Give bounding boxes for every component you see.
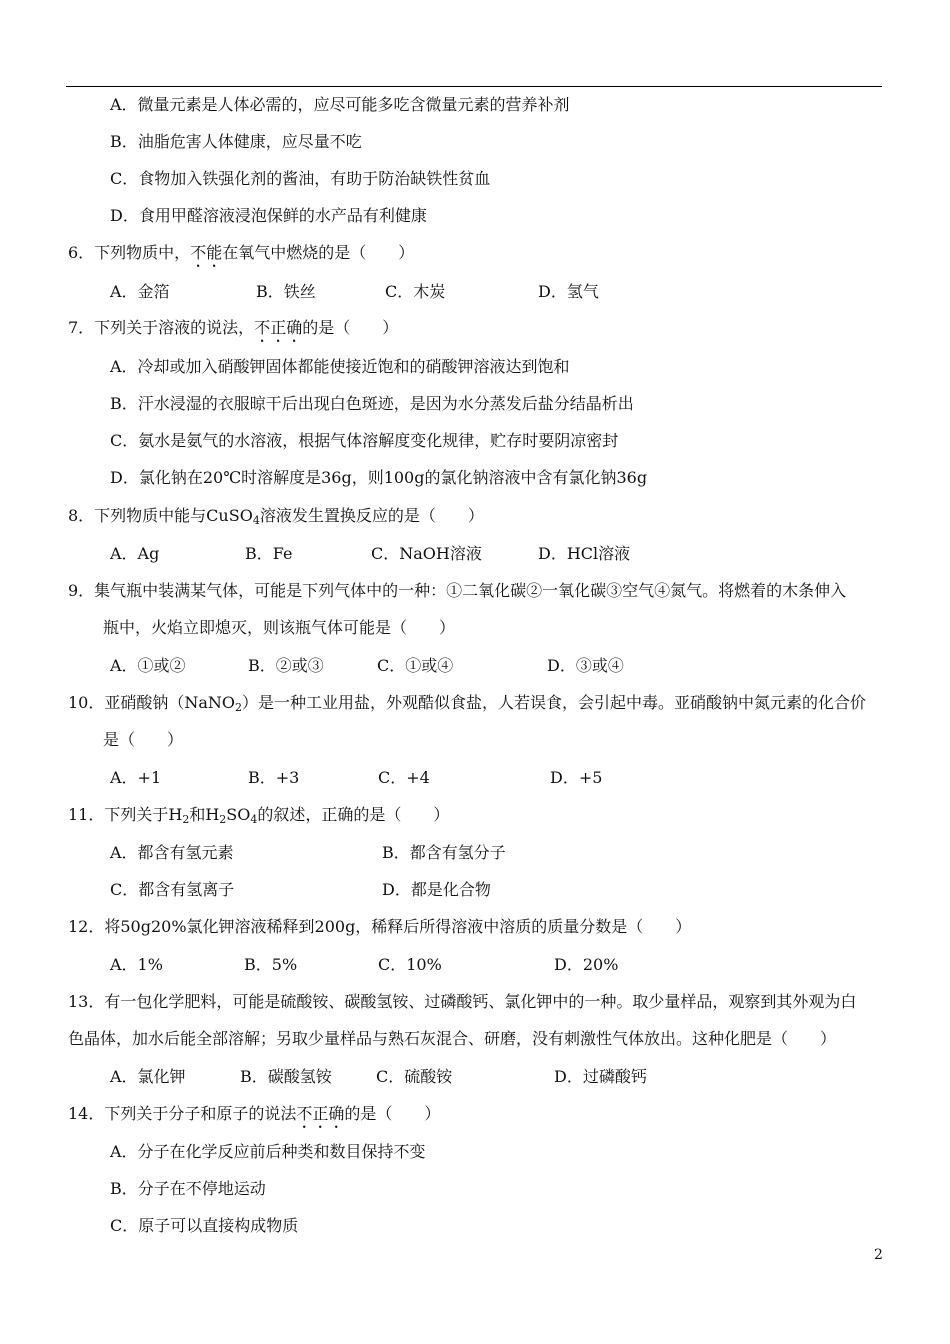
- q11-options-row2: [0, 879, 950, 901]
- q12-option-d: D．20%: [554, 955, 619, 974]
- q11-option-d: D．都是化合物: [382, 880, 491, 899]
- q10-stem-line2: 是（ ）: [103, 730, 184, 749]
- q14-option-a: A．分子在化学反应前后种类和数目保持不变: [110, 1142, 426, 1161]
- q13-option-b: B．碳酸氢铵: [240, 1067, 332, 1086]
- q10-option-a: A．+1: [110, 768, 162, 787]
- header-rule: [66, 86, 882, 87]
- q9-stem-line2: 瓶中，火焰立即熄灭，则该瓶气体可能是（ ）: [103, 618, 456, 637]
- q9-option-b: B．②或③: [248, 656, 324, 675]
- q14-option-b: B．分子在不停地运动: [110, 1179, 266, 1198]
- q5-option-a: A．微量元素是人体必需的，应尽可能多吃含微量元素的营养补剂: [110, 95, 570, 114]
- q11-options-row1: [0, 842, 950, 864]
- q8-option-c: C．NaOH溶液: [371, 544, 482, 563]
- q10-options: [0, 767, 950, 789]
- q11-option-b: B．都含有氢分子: [382, 843, 506, 862]
- q8-option-d: D．HCl溶液: [538, 544, 631, 563]
- q7-emphasis: 不正确: [254, 318, 303, 337]
- q5-option-c: C．食物加入铁强化剂的酱油，有助于防治缺铁性贫血: [110, 169, 491, 188]
- q9-option-c: C．①或④: [377, 656, 454, 675]
- q7-option-b: B．汗水浸湿的衣服晾干后出现白色斑迹，是因为水分蒸发后盐分结晶析出: [110, 394, 634, 413]
- q6-emphasis: 不能: [190, 243, 223, 262]
- q13-option-d: D．过磷酸钙: [554, 1067, 647, 1086]
- q12-options: [0, 954, 950, 976]
- q8-option-b: B．Fe: [245, 544, 293, 563]
- q6-options: [0, 281, 950, 303]
- q9-stem-line1: 9．集气瓶中装满某气体，可能是下列气体中的一种：①二氧化碳②一氧化碳③空气④氮气。将燃着的木条伸入: [68, 581, 847, 600]
- q7-option-d: D．氯化钠在20℃时溶解度是36g，则100g的氯化钠溶液中含有氯化钠36g: [110, 468, 648, 487]
- q12-option-b: B．5%: [244, 955, 298, 974]
- q11-option-c: C．都含有氢离子: [110, 880, 235, 899]
- q7-option-c: C．氨水是氨气的水溶液，根据气体溶解度变化规律，贮存时要阴凉密封: [110, 431, 619, 450]
- q5-option-d: D．食用甲醛溶液浸泡保鲜的水产品有利健康: [110, 206, 427, 225]
- q8-option-a: A．Ag: [110, 544, 160, 563]
- q13-option-c: C．硫酸铵: [376, 1067, 453, 1086]
- q7-stem: 7．下列关于溶液的说法，不正确的是（ ）: [68, 318, 399, 337]
- q11-stem: 11．下列关于$H_2$和$H_2SO_4$的叙述，正确的是（ ）: [68, 805, 450, 826]
- q12-option-c: C．10%: [378, 955, 442, 974]
- q6-option-a: A．金箔: [110, 282, 170, 301]
- q14-emphasis: 不正确: [296, 1104, 345, 1123]
- q13-option-a: A．氯化钾: [110, 1067, 186, 1086]
- q6-option-b: B．铁丝: [256, 282, 316, 301]
- q8-stem: 8．下列物质中能与CuSO$_4$溶液发生置换反应的是（ ）: [68, 506, 484, 527]
- q10-option-b: B．+3: [248, 768, 300, 787]
- q12-option-a: A．1%: [110, 955, 163, 974]
- q5-option-b: B．油脂危害人体健康，应尽量不吃: [110, 132, 362, 151]
- q12-stem: 12．将50g20%氯化钾溶液稀释到200g，稀释后所得溶液中溶质的质量分数是（ ）: [68, 917, 692, 936]
- page-number: 2: [874, 1247, 883, 1263]
- q9-option-d: D．③或④: [547, 656, 624, 675]
- q6-option-d: D．氢气: [538, 282, 599, 301]
- q9-option-a: A．①或②: [110, 656, 186, 675]
- q11-option-a: A．都含有氢元素: [110, 843, 234, 862]
- q9-options: [0, 655, 950, 677]
- q8-options: [0, 543, 950, 565]
- q7-option-a: A．冷却或加入硝酸钾固体都能使接近饱和的硝酸钾溶液达到饱和: [110, 357, 570, 376]
- q10-option-d: D．+5: [550, 768, 603, 787]
- q10-stem-line1: 10．亚硝酸钠（NaNO$_2$）是一种工业用盐，外观酷似食盐，人若误食，会引起中毒。亚硝酸钠中氮元素的化合价: [68, 693, 867, 714]
- q13-stem-line1: 13．有一包化学肥料，可能是硫酸铵、碳酸氢铵、过磷酸钙、氯化钾中的一种。取少量样品，观察到其外观为白: [68, 992, 857, 1011]
- q6-option-c: C．木炭: [385, 282, 446, 301]
- q13-stem-line2: 色晶体，加水后能全部溶解；另取少量样品与熟石灰混合、研磨，没有刺激性气体放出。这种化肥是（ ）: [68, 1029, 837, 1048]
- q10-option-c: C．+4: [378, 768, 430, 787]
- q13-options: [0, 1066, 950, 1088]
- q6-stem: 6．下列物质中，不能在氧气中燃烧的是（ ）: [68, 243, 415, 262]
- q14-stem: 14．下列关于分子和原子的说法不正确的是（ ）: [68, 1104, 441, 1123]
- q14-option-c: C．原子可以直接构成物质: [110, 1216, 299, 1235]
